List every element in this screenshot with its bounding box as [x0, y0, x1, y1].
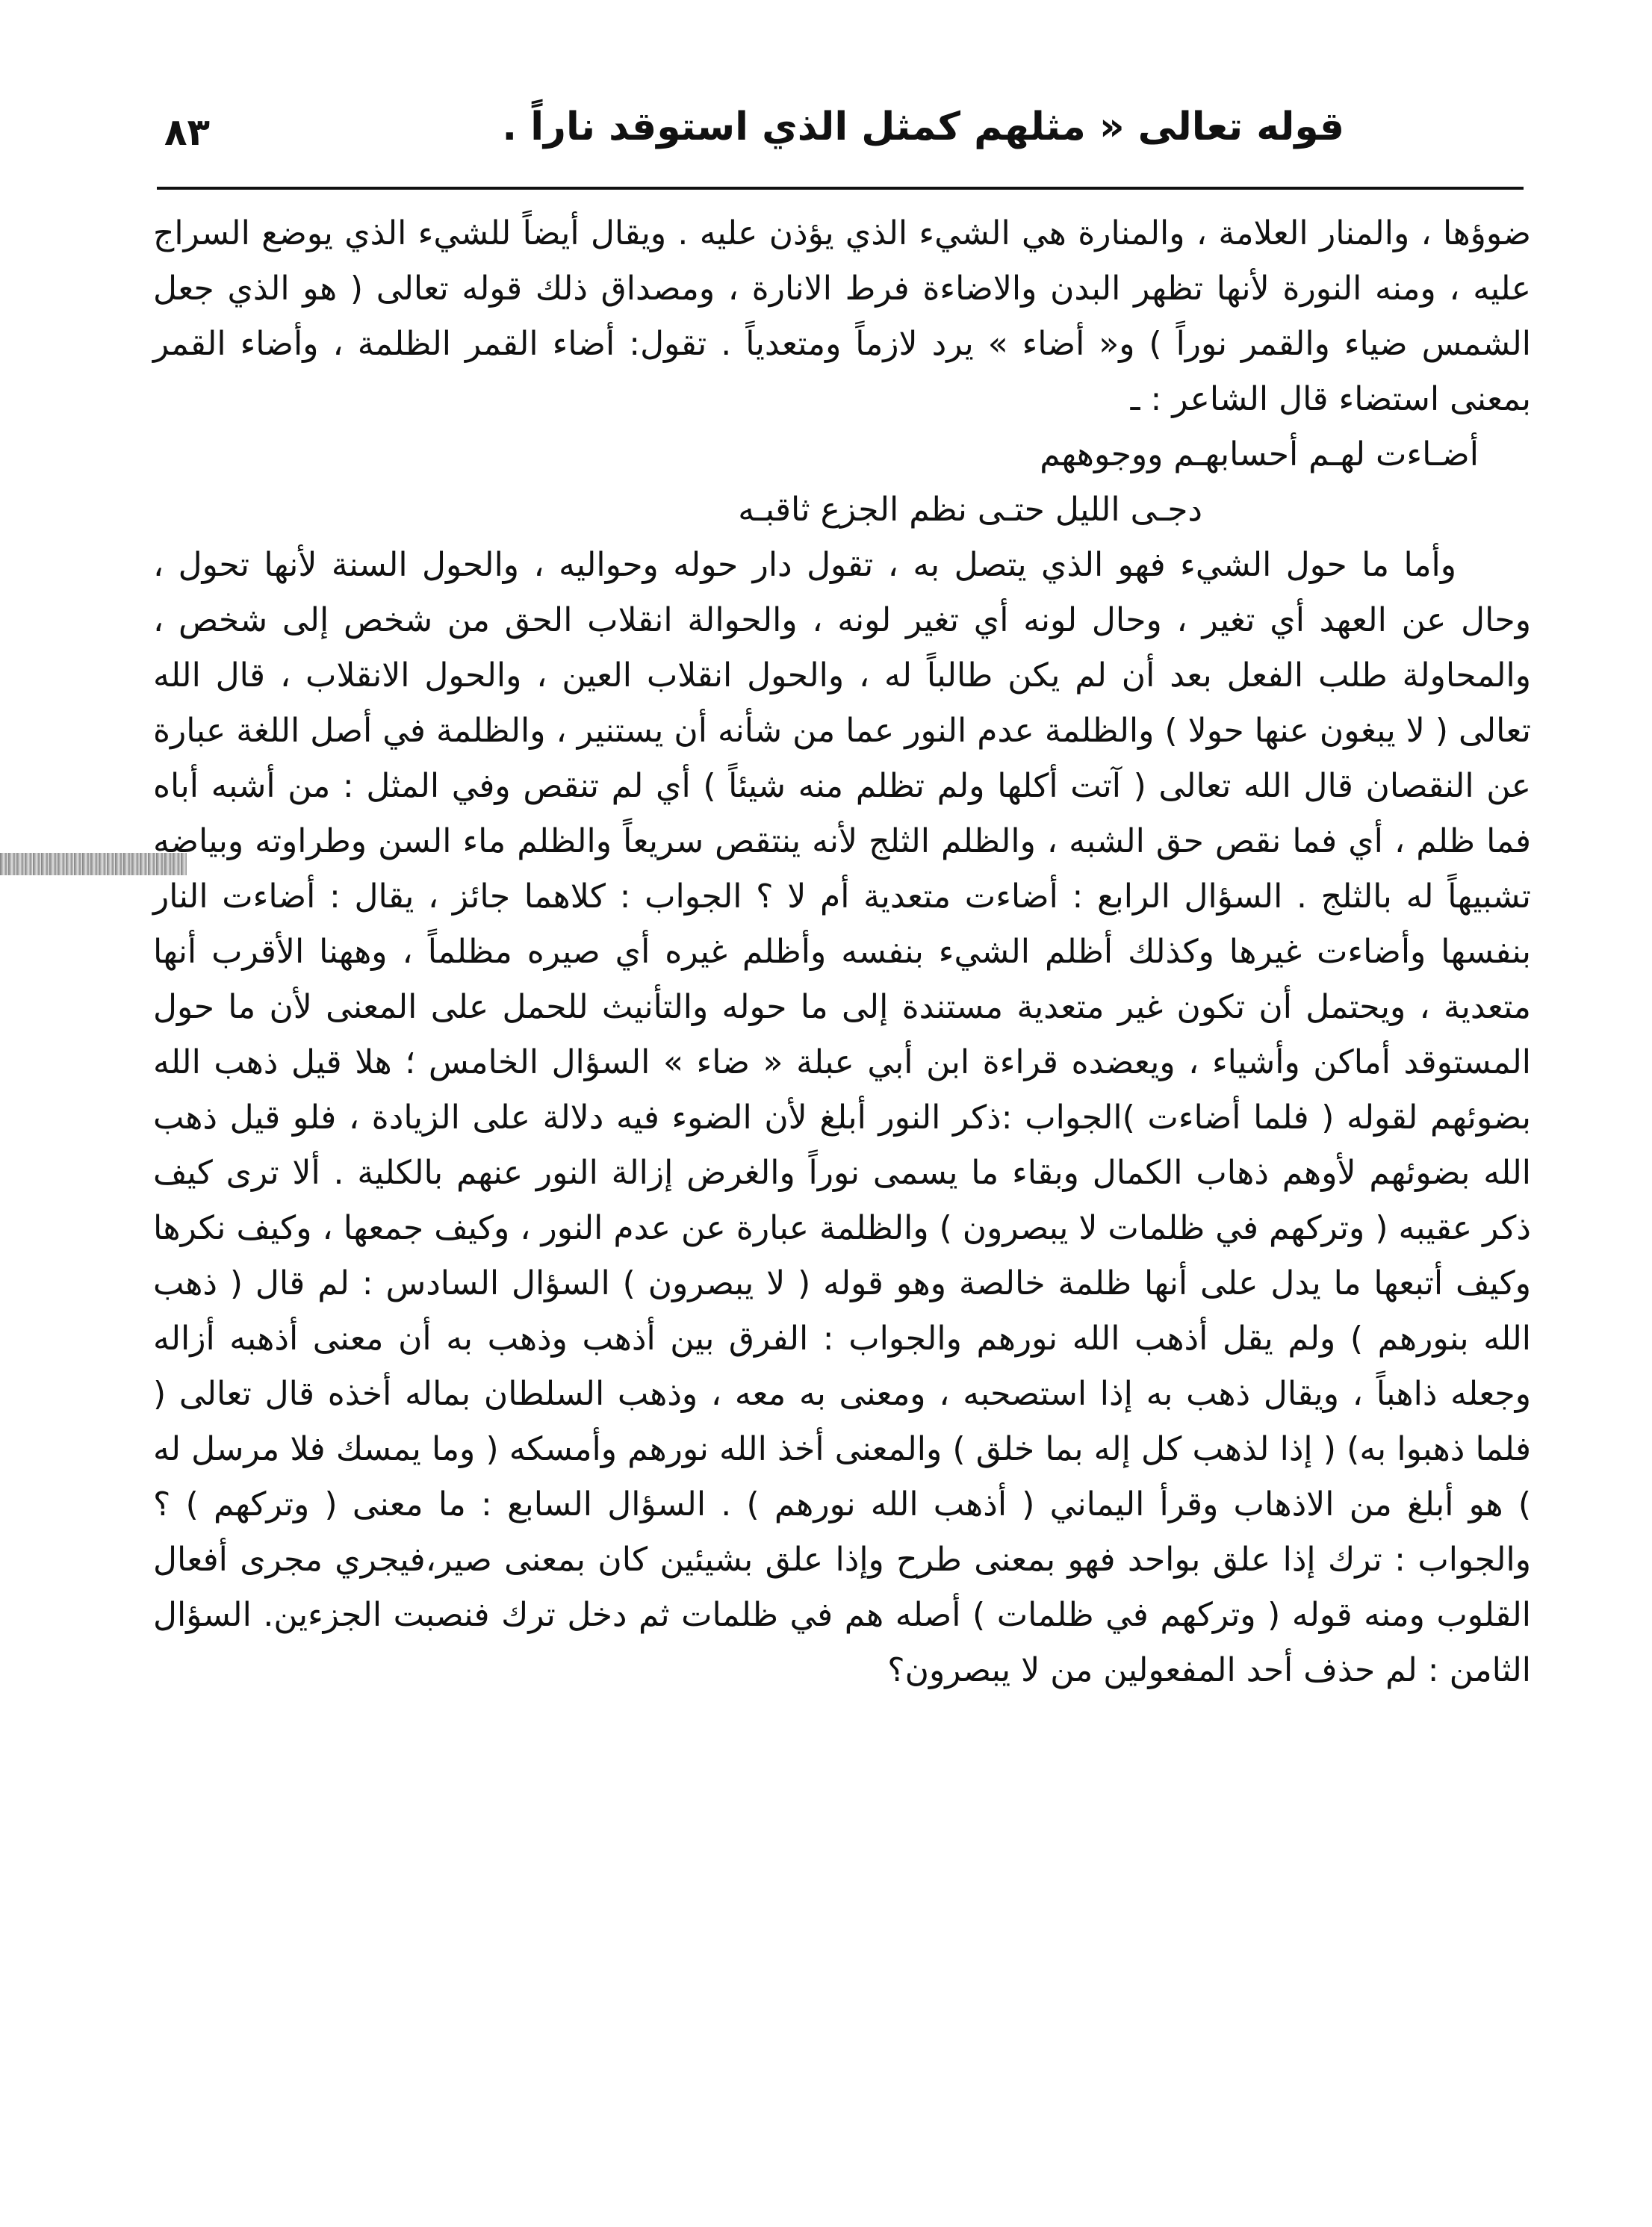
page-number: ٨٣ [164, 111, 211, 154]
paragraph-1: ضوؤها ، والمنار العلامة ، والمنارة هي الشيء الذي يؤذن عليه . ويقال أيضاً للشيء الذي يوضع السراج عليه ، ومنه النورة لأنها تظهر البدن والاضاءة فرط الانارة ، ومصداق ذلك قوله تعالى ( هو الذي جعل الشمس ضياء والقمر نوراً ) و« أضاء » يرد لازماً ومتعدياً . تقول: أضاء القمر الظلمة ، وأضاء القمر بمعنى استضاء قال الشاعر : ـ [153, 214, 1531, 418]
header-divider [157, 187, 1524, 190]
page-body [153, 206, 1531, 1698]
running-header [157, 97, 1524, 179]
verse-line-2: دجـى الليل حتـى نظم الجزع ثاقبـه [738, 491, 1202, 529]
verse-line-1: أضـاءت لهـم أحسابهـم ووجوههم [1040, 435, 1479, 473]
header-title: قوله تعالى « مثلهم كمثل الذي استوقد ناراً . [502, 105, 1344, 149]
paragraph-2: وأما ما حول الشيء فهو الذي يتصل به ، تقول دار حوله وحواليه ، والحول السنة لأنها تحول ، وحال عن العهد أي تغير ، وحال لونه أي تغير لونه ، والحوالة انقلاب الحق من شخص إلى شخص ، والمحاولة طلب الفعل بعد أن لم يكن طالباً له ، والحول انقلاب العين ، والحول الانقلاب ، قال الله تعالى ( لا يبغون عنها حولا ) والظلمة عدم النور عما من شأنه أن يستنير ، والظلمة في أصل اللغة عبارة عن النقصان قال الله تعالى ( آتت أكلها ولم تظلم منه شيئاً ) أي لم تنقص وفي المثل : من أشبه أباه فما ظلم ، أي فما نقص حق الشبه ، والظلم الثلج لأنه ينتقص سريعاً والظلم ماء السن وطراوته وبياضه تشبيهاً له بالثلج . السؤال الرابع : أضاءت متعدية أم لا ؟ الجواب : كلاهما جائز ، يقال : أضاءت النار بنفسها وأضاءت غيرها وكذلك أظلم الشيء بنفسه وأظلم غيره أي صيره مظلماً ، وههنا الأقرب أنها متعدية ، ويحتمل أن تكون غير متعدية مستندة إلى ما حوله والتأنيث للحمل على المعنى لأن ما حول المستوقد أماكن وأشياء ، ويعضده قراءة ابن أبي عبلة « ضاء » السؤال الخامس ؛ هلا قيل ذهب الله بضوئهم لقوله ( فلما أضاءت )الجواب :ذكر النور أبلغ لأن الضوء فيه دلالة على الزيادة ، فلو قيل ذهب الله بضوئهم لأوهم ذهاب الكمال وبقاء ما يسمى نوراً والغرض إزالة النور عنهم بالكلية . ألا ترى كيف ذكر عقيبه ( وتركهم في ظلمات لا يبصرون ) والظلمة عبارة عن عدم النور ، وكيف جمعها ، وكيف نكرها وكيف أتبعها ما يدل على أنها ظلمة خالصة وهو قوله ( لا يبصرون ) السؤال السادس : لم قال ( ذهب الله بنورهم ) ولم يقل أذهب الله نورهم والجواب : الفرق بين أذهب وذهب به أن معنى أذهبه أزاله وجعله ذاهباً ، ويقال ذهب به إذا استصحبه ، ومعنى به معه ، وذهب السلطان بماله أخذه قال تعالى ( فلما ذهبوا به) ( إذا لذهب كل إله بما خلق ) والمعنى أخذ الله نورهم وأمسكه ( وما يمسك فلا مرسل له ) هو أبلغ من الاذهاب وقرأ اليماني ( أذهب الله نورهم ) . السؤال السابع : ما معنى ( وتركهم ) ؟ والجواب : ترك إذا علق بواحد فهو بمعنى طرح وإذا علق بشيئين كان بمعنى صير،فيجري مجرى أفعال القلوب ومنه قوله ( وتركهم في ظلمات ) أصله هم في ظلمات ثم دخل ترك فنصبت الجزءين. السؤال الثامن : لم حذف أحد المفعولين من لا يبصرون؟ [153, 546, 1531, 1689]
